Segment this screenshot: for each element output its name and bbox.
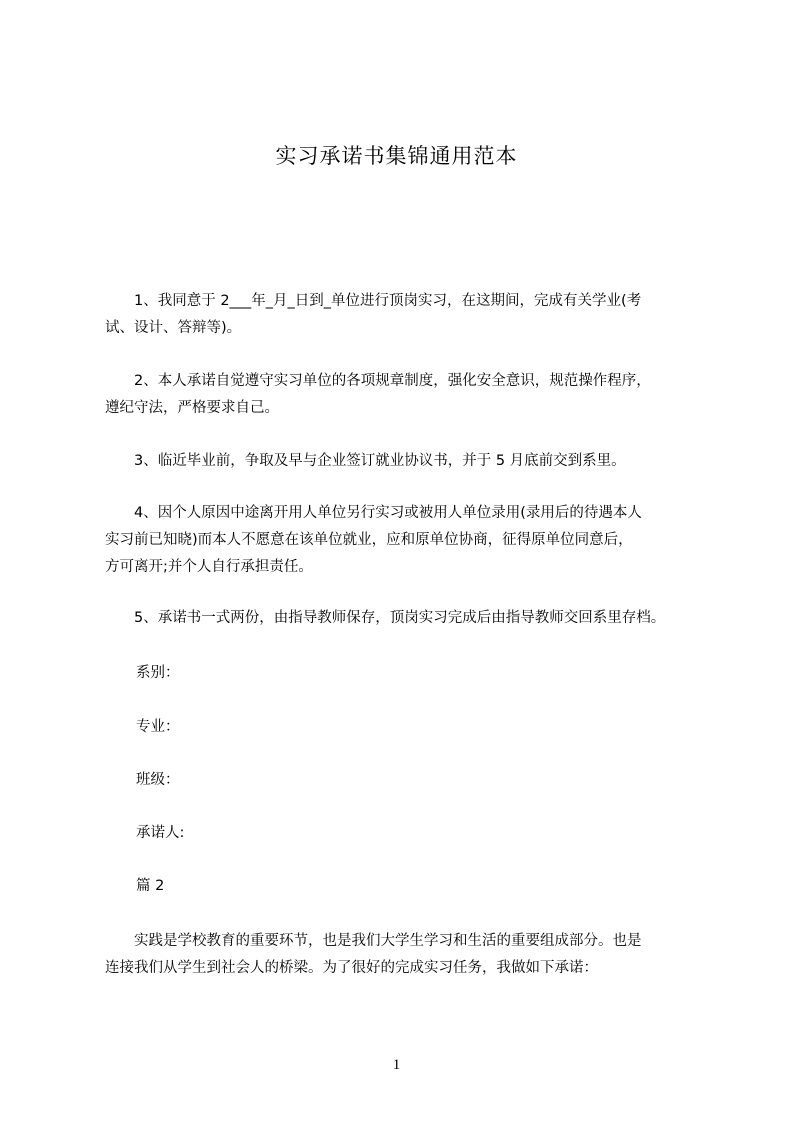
paragraph-line: 1、我同意于 2___年_月_日到_单位进行顶岗实习，在这期间，完成有关学业(考 bbox=[105, 293, 642, 309]
paragraph-1 bbox=[105, 288, 715, 342]
field-department-label: 系别： bbox=[136, 665, 180, 681]
paragraph-line: 5、承诺书一式两份，由指导教师保存，顶岗实习完成后由指导教师交回系里存档。 bbox=[105, 610, 666, 626]
paragraph-line: 方可离开;并个人自行承担责任。 bbox=[105, 559, 313, 575]
paragraph-line: 2、本人承诺自觉遵守实习单位的各项规章制度，强化安全意识，规范操作程序， bbox=[105, 373, 651, 389]
paragraph-4 bbox=[105, 500, 715, 581]
paragraph-line: 3、临近毕业前，争取及早与企业签订就业协议书，并于 5 月底前交到系里。 bbox=[105, 453, 626, 469]
paragraph-line: 连接我们从学生到社会人的桥梁。为了很好的完成实习任务，我做如下承诺： bbox=[105, 960, 598, 976]
paragraph-line: 4、因个人原因中途离开用人单位另行实习或被用人单位录用(录用后的待遇本人 bbox=[105, 505, 642, 521]
paragraph-line: 实习前已知晓)而本人不愿意在该单位就业，应和原单位协商，征得原单位同意后， bbox=[105, 532, 633, 548]
paragraph-5 bbox=[105, 605, 715, 632]
paragraph-line: 遵纪守法，严格要求自己。 bbox=[105, 400, 279, 416]
field-major-label: 专业： bbox=[136, 719, 180, 735]
paragraph-line: 试、设计、答辩等)。 bbox=[105, 320, 242, 336]
closing-paragraph bbox=[105, 928, 715, 982]
field-signer-label: 承诺人: bbox=[136, 825, 185, 841]
field-class-label: 班级： bbox=[136, 772, 180, 788]
paragraph-2 bbox=[105, 368, 715, 422]
page-title: 实习承诺书集锦通用范本 bbox=[275, 144, 518, 168]
page-number: 1 bbox=[392, 1057, 401, 1073]
paragraph-3 bbox=[105, 448, 715, 475]
paragraph-line: 实践是学校教育的重要环节，也是我们大学生学习和生活的重要组成部分。也是 bbox=[105, 933, 642, 949]
section-label: 篇 2 bbox=[136, 878, 165, 894]
